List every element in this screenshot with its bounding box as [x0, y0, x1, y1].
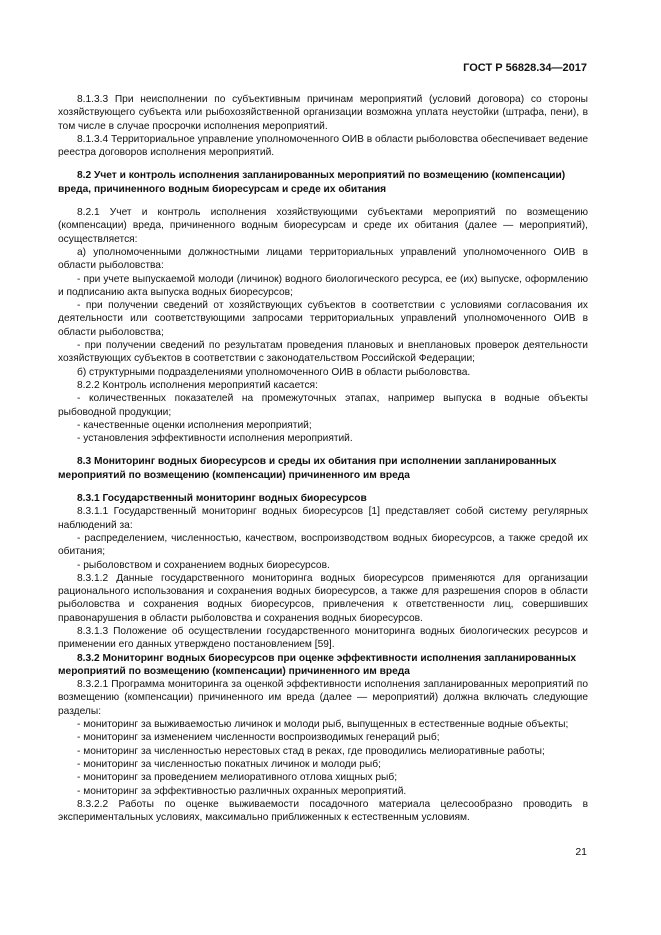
section-heading-8-2: 8.2 Учет и контроль исполнения запланированных мероприятий по возмещению (компенсации) вреда, причиненного водным биоресурсам и среде их обитания — [58, 170, 566, 195]
paragraph-8-1-3-3: 8.1.3.3 При неисполнении по субъективным причинам мероприятий (условий договора) со стороны хозяйствующего субъекта или рыбохозяйственной организации возможна уплата неустойки (штрафа, пени), в том числе в случае просрочки исполнения мероприятий. — [58, 94, 588, 132]
list-item: - при учете выпускаемой молоди (личинок) водного биологического ресурса, ее (их) выпуске, оформлению и подписанию акта выпуска водных биоресурсов; — [58, 273, 588, 298]
list-item: - мониторинг за изменением численности воспроизводимых генераций рыб; — [77, 732, 440, 744]
paragraph-8-1-3-4: 8.1.3.4 Территориальное управление уполномоченного ОИВ в области рыболовства обеспечивает ведение реестра договоров исполнения мероприятий. — [58, 133, 588, 159]
list-item: - качественные оценки исполнения мероприятий; — [77, 419, 312, 431]
list-item: - установления эффективности исполнения мероприятий. — [77, 433, 353, 445]
list-item: - распределением, численностью, качеством, воспроизводством водных биоресурсов, а также средой их обитания; — [58, 532, 588, 558]
list-item: - мониторинг за численностью нерестовых стад в реках, где проводились мелиоративные работы; — [77, 745, 545, 757]
paragraph-8-3-1-2: 8.3.1.2 Данные государственного мониторинга водных биоресурсов применяются для организации рационального использования и сохранения водных биоресурсов, а также для разрешения споров в области рыболовства и сохранения водных биоресурсов, привлечения к ответственности лиц, совершивших правонарушения в области рыболовства и сохранения водных биоресурсов. — [58, 572, 588, 624]
list-item: - рыболовством и сохранением водных биоресурсов. — [77, 559, 330, 571]
list-item-a: а) уполномоченными должностными лицами территориальных управлений уполномоченного ОИВ в области рыболовства: — [58, 246, 588, 272]
section-heading-8-3: 8.3 Мониторинг водных биоресурсов и среды их обитания при исполнении запланированных мероприятий по возмещению (компенсации) причиненного им вреда — [58, 456, 557, 481]
subsection-heading-8-3-2: 8.3.2 Мониторинг водных биоресурсов при оценке эффективности исполнения запланированных мероприятий по возмещению (компенсации) причиненного им вреда — [58, 652, 577, 677]
paragraph-8-3-2-1: 8.3.2.1 Программа мониторинга за оценкой эффективности исполнения запланированных мероприятий по возмещению (компенсации) причиненного им вреда (далее — мероприятий) должна включать следующие разделы: — [58, 679, 588, 717]
paragraph-8-2-1: 8.2.1 Учет и контроль исполнения хозяйствующими субъектами мероприятий по возмещению (компенсации) вреда, причиненного водным биоресурсам и среде их обитания (далее — мероприятий), осуществляется: — [58, 207, 588, 245]
list-item: - мониторинг за эффективностью различных охранных мероприятий. — [77, 785, 407, 797]
page-number: 21 — [575, 846, 587, 858]
list-item: - мониторинг за численностью покатных личинок и молоди рыб; — [77, 758, 381, 770]
list-item: - мониторинг за выживаемостью личинок и молоди рыб, выпущенных в естественные водные объекты; — [77, 719, 569, 731]
list-item: - при получении сведений по результатам проведения плановых и внеплановых проверок деятельности хозяйствующих субъектов в соответствии с законодательством Российской Федерации; — [58, 340, 588, 365]
paragraph-8-2-2: 8.2.2 Контроль исполнения мероприятий касается: — [77, 379, 318, 391]
list-item: - при получении сведений от хозяйствующих субъектов в соответствии с условиями согласования их деятельности или соответствующими запросами территориальных управлений уполномоченного ОИВ в области рыболовства; — [58, 300, 588, 338]
standard-number: ГОСТ Р 56828.34—2017 — [463, 62, 587, 74]
list-item: - количественных показателей на промежуточных этапах, например выпуска в водные объекты рыбоводной продукции; — [58, 393, 588, 418]
list-item-b: б) структурными подразделениями уполномоченного ОИВ в области рыболовства. — [77, 366, 471, 378]
list-item: - мониторинг за проведением мелиоративного отлова хищных рыб; — [77, 772, 398, 784]
paragraph-8-3-1-1: 8.3.1.1 Государственный мониторинг водных биоресурсов [1] представляет собой систему регулярных наблюдений за: — [58, 506, 588, 531]
subsection-heading-8-3-1: 8.3.1 Государственный мониторинг водных биоресурсов — [77, 493, 367, 505]
document-body — [58, 93, 588, 824]
paragraph-8-3-1-3: 8.3.1.3 Положение об осуществлении государственного мониторинга водных биологических ресурсов и применении его данных утверждено постановлением [59]. — [58, 625, 588, 651]
paragraph-8-3-2-2: 8.3.2.2 Работы по оценке выживаемости посадочного материала целесообразно проводить в экспериментальных условиях, максимально приближенных к естественным условиям. — [58, 798, 588, 824]
